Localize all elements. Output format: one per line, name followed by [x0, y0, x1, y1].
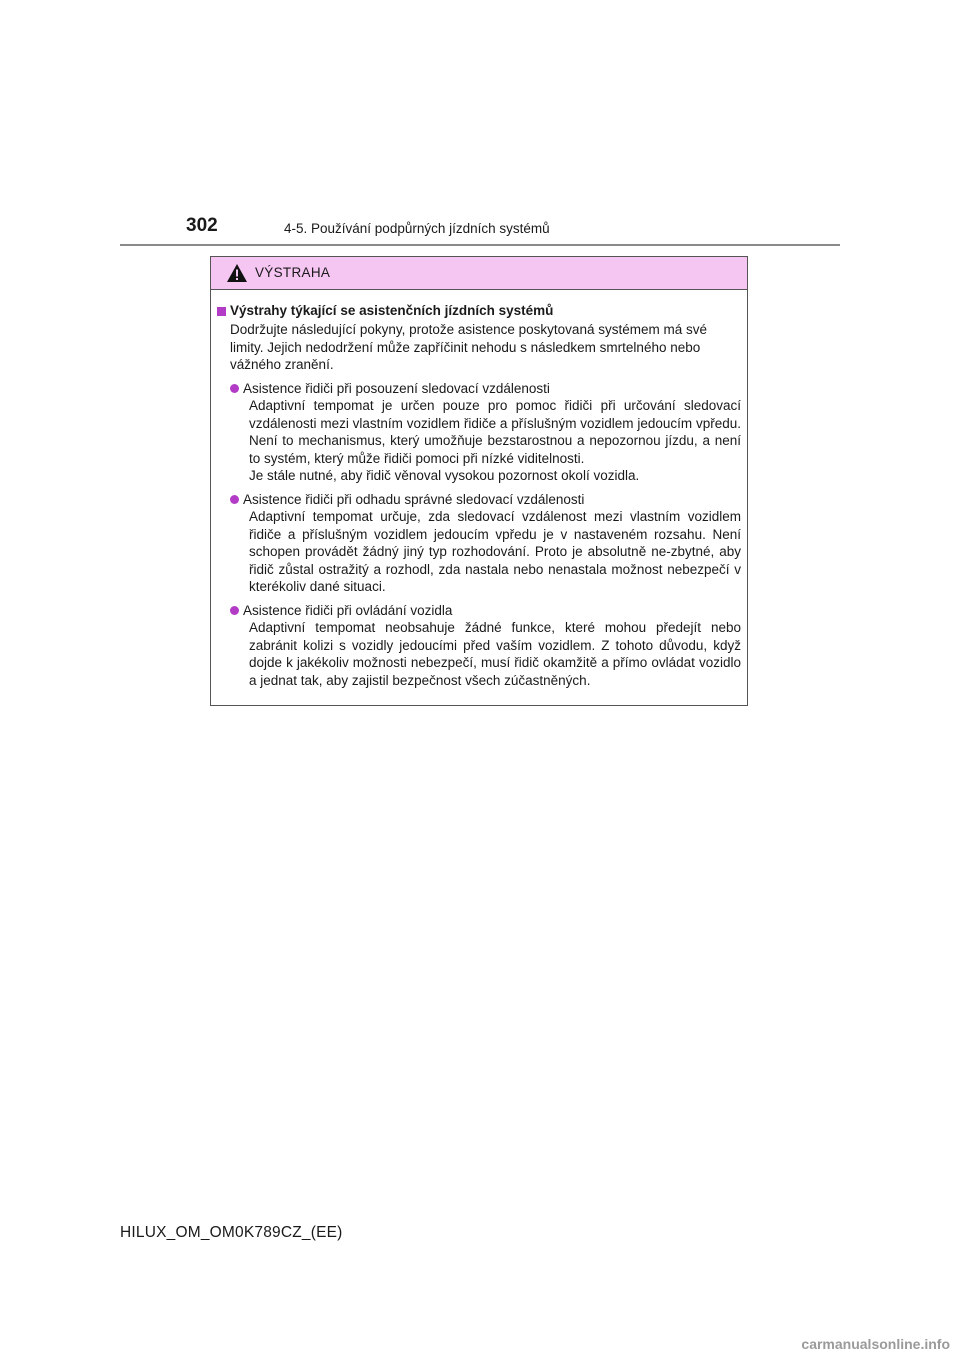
- warning-item-title: [230, 491, 741, 509]
- warning-body: [211, 290, 747, 689]
- warning-topic-text: Výstrahy týkající se asistenčních jízdních systémů: [230, 303, 554, 318]
- warning-triangle-icon: [226, 263, 248, 283]
- warning-item-text: Adaptivní tempomat je určen pouze pro pomoc řidiči při určování sledovací vzdálenosti mezi vlastním vozidlem řidiče a příslušným vozidlem jedoucím vpředu. Není to mechanismus, který umožňuje bezstarostnou a nepozornou jízdu, a není to systém, který může řidiči pomoci při nízké viditelnosti. Je stále nutné, aby řidič věnoval vysokou pozornost okolí vozidla.: [249, 398, 741, 483]
- warning-label: VÝSTRAHA: [255, 265, 331, 280]
- warning-item: [230, 491, 741, 596]
- warning-item-title: [230, 602, 741, 620]
- square-bullet-icon: [217, 307, 226, 316]
- warning-header: [211, 257, 747, 290]
- warning-item-title-text: Asistence řidiči při ovládání vozidla: [243, 602, 453, 618]
- header-divider: [120, 244, 840, 246]
- circle-bullet-icon: [230, 384, 239, 393]
- warning-box: [210, 256, 748, 706]
- warning-item-title-text: Asistence řidiči při posouzení sledovací vzdálenosti: [243, 380, 550, 396]
- watermark: carmanualsonline.info: [801, 1336, 950, 1352]
- warning-item: [230, 380, 741, 485]
- page-number: 302: [186, 215, 218, 236]
- warning-item: [230, 602, 741, 690]
- warning-item-title: [230, 380, 741, 398]
- circle-bullet-icon: [230, 495, 239, 504]
- warning-item-text: Adaptivní tempomat určuje, zda sledovací vzdálenost mezi vlastním vozidlem řidiče a příslušným vozidlem jedoucím vpředu je v nastaveném rozsahu. Není schopen provádět žádný jiný typ rozhodování. Proto je absolutně ne-zbytné, aby řidič zůstal ostražitý a rozhodl, zda nastala nebo nenastala možnost nebezpečí v kterékoliv dané situaci.: [249, 509, 741, 594]
- warning-item-text: Adaptivní tempomat neobsahuje žádné funkce, které mohou předejít nebo zabránit kolizi s vozidly jedoucími před vaším vozidlem. Z tohoto důvodu, když dojde k jakékoliv možnosti nebezpečí, musí řidič okamžitě a přímo ovládat vozidlo a jednat tak, aby zajistil bezpečnost všech zúčastněných.: [249, 620, 741, 688]
- page-header: [120, 214, 840, 246]
- circle-bullet-icon: [230, 606, 239, 615]
- warning-item-title-text: Asistence řidiči při odhadu správné sledovací vzdálenosti: [243, 491, 585, 507]
- warning-intro: Dodržujte následující pokyny, protože asistence poskytovaná systémem má své limity. Jejich nedodržení může zapříčinit nehodu s následkem smrtelného nebo vážného zranění.: [230, 322, 707, 372]
- warning-topic: [217, 302, 741, 320]
- document-code: HILUX_OM_OM0K789CZ_(EE): [120, 1224, 343, 1241]
- section-title: 4-5. Používání podpůrných jízdních systémů: [284, 221, 550, 236]
